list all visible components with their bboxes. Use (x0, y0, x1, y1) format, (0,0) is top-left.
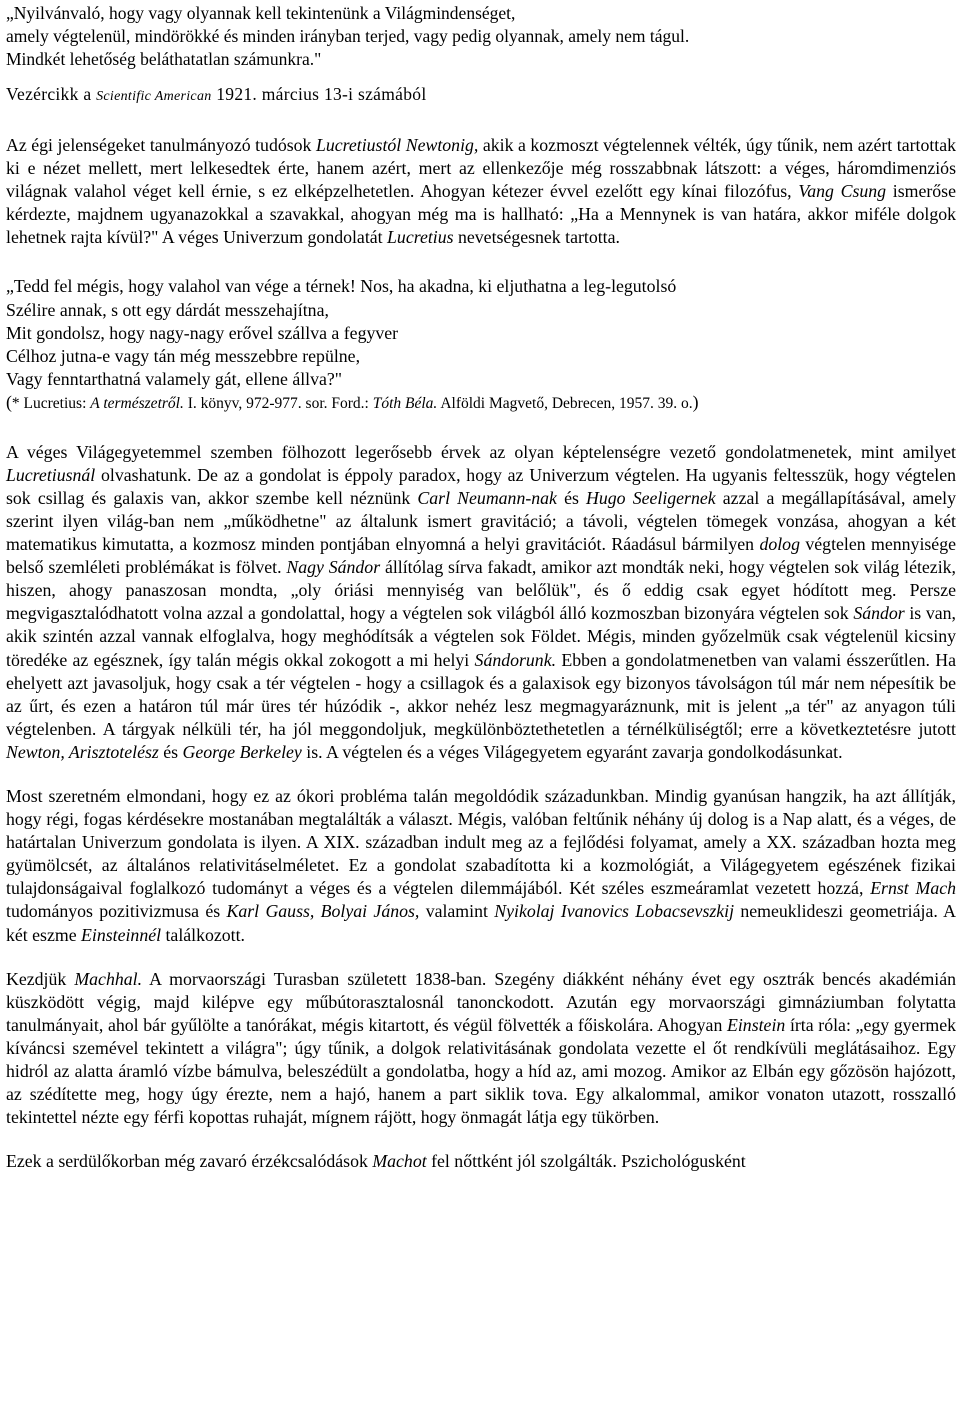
text-run: ismerőse kérdezte, majdnem ugyanazokkal a szavakkal, ahogyan még ma is hallható: „Ha a Mennynek is van határa, akkor miféle dolgok lehetnek rajta kívül?" A véges Univerzum gondolatát (6, 181, 956, 248)
italic-run: Einsteinnél (81, 924, 162, 945)
italic-run: Machot (372, 1151, 427, 1172)
text-run: A véges Világegyetemmel szemben fölhozott legerősebb érvek az olyan képtelenségre vezető gondolatmenetek, mint amilyet (6, 441, 956, 462)
footnote-text: * Lucretius: (11, 395, 91, 413)
quote-line: Mit gondolsz, hogy nagy-nagy erővel szállva a fegyver (6, 322, 399, 343)
italic-run: dolog (759, 534, 800, 555)
italic-run: Hugo Seeligernek (586, 487, 716, 508)
paragraph-1 (6, 134, 956, 249)
italic-run: Sándor (853, 603, 905, 624)
text-run: és (158, 741, 183, 762)
epigraph-line: Mindkét lehetőség beláthatatlan számunkra." (6, 49, 322, 69)
text-run: és (556, 487, 587, 508)
text-run: valamint (419, 901, 495, 922)
italic-run: Ernst Mach (870, 878, 956, 899)
text-run: írta róla: „egy gyermek kíváncsi szemével tekintett a világra"; úgy tűnik, a dolgok relativitásának gondolata vezette el őt rendkívüli meglátásaihoz. Egy hidról az alatta áramló vízbe bámulva, beleszédült a gondolatba, hogy a híd az, ami mozog. Amikor az Elbán egy gőzösön hajózott, az szédítette meg, hogy úgy érezte, nem a hajó, hanem a part siklik tova. Egy alkalommal, amikor vonaton utazott, rosszalló tekintettel nézte egy férfi kopottas ruhaját, mígnem rájött, hogy önmagát látja egy tükörben. (6, 1014, 956, 1128)
quote-line: Célhoz jutna-e vagy tán még messzebbre repülne, (6, 346, 361, 367)
italic-run: Lucretiusnál (6, 464, 96, 485)
text-run: Az égi jelenségeket tanulmányozó tudósok (6, 135, 316, 155)
text-run: azzal a megállapításával, amely szerint ilyen világ-ban nem „működhetne" az általunk ismert gravitáció; a távoli, végtelen tömegek vonzása, ahogyan a két matematikus kimutatta, a kozmosz minden pontjában elnyomná a helyi gravitációt. Ráadásul bármilyen (6, 487, 956, 555)
text-run: fel nőttként jól szolgálták. Pszichológusként (426, 1151, 746, 1172)
quote-line: Szélire annak, s ott egy dárdát messzehajítna, (6, 299, 329, 320)
text-run: Most szeretném elmondani, hogy ez az ókori probléma talán megoldódik századunkban. Mindig gyanúsan hangzik, ha azt állítják, hogy régi, fogas kérdésekre mostanában megtalálták a választ. Mégis, valóban feltűnik néhány új dolog is a Nap alatt, és a véges, de határtalan Univerzum gondolata is ilyen. A XIX. században indult meg az a fejlődési folyamat, amely a XX. században hozta meg gyümölcsét, az általános relativitáselméletet. Ez a gondolat szabadította ki a kozmológiát, a Világegyetem egészének fizikai tulajdonságaival foglalkozó tudományt a véges és a végtelen dilemmájából. Két széles eszmeáramlat vezetett hozzá, (6, 786, 956, 899)
paragraph-2 (6, 441, 956, 764)
source-prefix: Vezércikk a (6, 84, 97, 104)
text-run: is. A végtelen és a véges Világegyetem egyaránt zavarja gondolkodásunkat. (301, 741, 843, 762)
source-journal: Scientific American (96, 89, 212, 104)
text-run: végtelen mennyisége belső szemléleti problémákat is fölvet. (6, 534, 956, 578)
text-run: is van, akik szintén azzal vannak elfoglalva, hogy meghódítsák a végtelen sok Földet. Mégis, minden győzelmük csak végtelenül kicsiny töredéke az egésznek, így talán mégis okkal zokogott a mi helyi (6, 603, 956, 670)
italic-run: Machhal. (74, 968, 143, 989)
footnote-paren: ( (6, 392, 12, 413)
source-suffix: 1921. március 13-i számából (211, 84, 427, 104)
italic-run: Sándorunk. (474, 649, 557, 670)
epigraph-line: „Nyilvánvaló, hogy vagy olyannak kell tekintenünk a Világmindenséget, (6, 3, 516, 23)
footnote-title: A természetről. (90, 395, 184, 413)
italic-run: Newton, Arisztotelész (6, 741, 159, 762)
text-run: Ezek a serdülőkorban még zavaró érzékcsalódások (6, 1151, 373, 1172)
text-run: nemeuklideszi geometriája. A két eszme (6, 901, 956, 945)
paragraph-4 (6, 968, 956, 1130)
text-run: állítólag sírva fakadt, amikor azt mondták neki, hogy végtelen sok világ létezik, hiszen, ahogy panaszosan mondta, „oly óriási mennyiség van belőlük", és ő eddig csak egyet hódított meg. Persze megvigasztalódhatott volna azzal a gondolattal, hogy a végtelen sok világból álló kozmoszban bizonyára végtelen sok (6, 557, 956, 624)
text-run: olvashatunk. De az a gondolat is éppoly paradox, hogy az Univerzum végtelen. Ha ugyanis feltesszük, hogy végtelen sok csillag és galaxis van, akkor szembe kell néznünk (6, 464, 956, 508)
italic-run: Carl Neumann-nak (417, 487, 557, 508)
text-run: Ebben a gondolatmenetben van valami ésszerűtlen. Ha ehelyett azt javasoljuk, hogy csak a tér végtelen - hogy a csillagok és a galaxisok egy bizonyos távolságon túl már nem népesítik be az űrt, és ezen a határon túl már üres tér húzódik -, akkor nehéz lesz megmagyaráznunk, mit is jelent „a tér" az anyagon túli végtelenben. A tárgyak nélküli tér, ha jól meggondoljuk, megkülönböztethetetlen a térnélküliségtől; erre a következtetésre jutott (6, 649, 956, 739)
quote-line: Vagy fenntarthatná valamely gát, ellene állva?" (6, 369, 343, 390)
paragraph-5 (6, 1150, 956, 1173)
epigraph (6, 2, 956, 71)
text-run: A morvaországi Turasban született 1838-ban. Szegény diákként néhány évet egy osztrák bencés akadémián küszködött végig, majd kilépve egy műbútorasztalosnál tanonckodott. Azután egy morvaországi gimnáziumban folytatta tanulmányait, ahol bár gyűlölte a tanórákat, mégis kitartott, és végül fölvették a főiskolára. Ahogyan (6, 968, 957, 1035)
italic-run: Nagy Sándor (286, 557, 381, 578)
quote-footnote (6, 391, 956, 415)
text-run: találkozott. (161, 924, 245, 945)
footnote-text: I. könyv, 972-977. sor. Ford.: (183, 395, 373, 413)
lucretius-quote (6, 275, 956, 415)
italic-run: Karl Gauss, Bolyai János, (226, 901, 420, 922)
italic-run: Vang Csung (798, 181, 887, 202)
document-page (6, 0, 956, 1173)
epigraph-source (6, 83, 956, 108)
text-run: Kezdjük (6, 968, 75, 989)
epigraph-line: amely végtelenül, mindörökké és minden irányban terjed, vagy pedig olyannak, amely nem tágul. (6, 26, 690, 46)
italic-run: Nyikolaj Ivanovics Lobacsevszkij (494, 901, 735, 922)
italic-run: Lucretius (387, 227, 454, 248)
italic-run: Einstein (727, 1014, 786, 1035)
quote-line: „Tedd fel mégis, hogy valahol van vége a térnek! Nos, ha akadna, ki eljuthatna a leg-legutolsó (6, 276, 677, 297)
paragraph-3 (6, 785, 956, 947)
italic-run: George Berkeley (182, 741, 302, 762)
footnote-translator: Tóth Béla. (372, 395, 438, 413)
text-run: akik a kozmoszt végtelennek vélték, úgy tűnik, nem azért tartottak ki e nézet mellett, mert lelkesedtek érte, hanem azért, mert az ellenkezője még rosszabbnak látszott: a véges, háromdimenziós világnak valahol véget kell érnie, s ez elképzelhetetlen. Ahogyan kétezer évvel ezelőtt egy kínai filozófus, (6, 135, 957, 202)
text-run: nevetségesnek tartotta. (453, 227, 620, 248)
italic-run: Lucretiustól Newtonig, (315, 135, 479, 155)
footnote-paren: ) (692, 392, 699, 413)
text-run: tudományos pozitivizmusa és (6, 901, 227, 922)
footnote-text: Alföldi Magvető, Debrecen, 1957. 39. o. (437, 395, 693, 413)
